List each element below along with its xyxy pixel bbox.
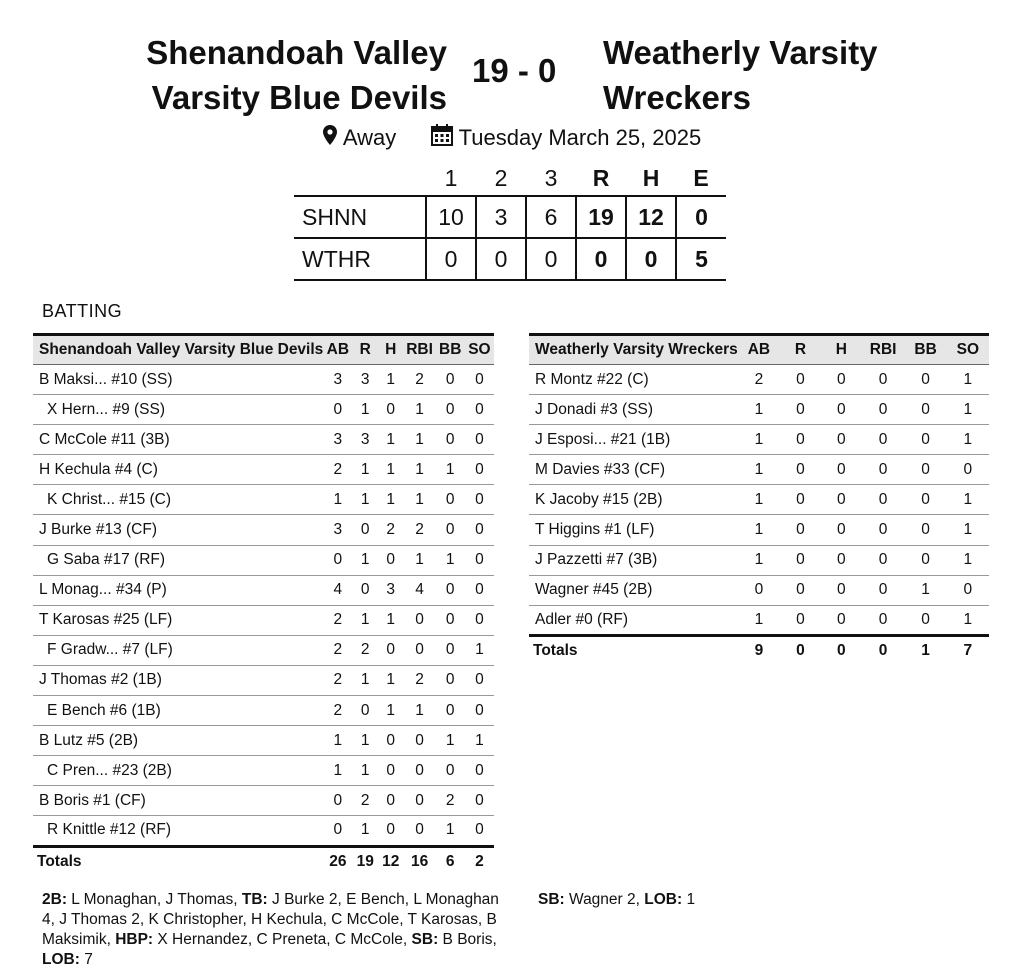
stat-value: 3	[378, 575, 404, 605]
total-value: 0	[821, 635, 862, 665]
stat-value: 2	[404, 665, 436, 695]
player-name: J Esposi... #21 (1B)	[529, 425, 738, 455]
inning-score: 0	[426, 238, 476, 280]
player-name: C Pren... #23 (2B)	[33, 756, 323, 786]
note-text: Wagner 2,	[564, 891, 645, 908]
stat-value: 0	[862, 515, 905, 545]
total-value: 0	[780, 635, 821, 665]
stat-value: 0	[904, 365, 946, 395]
stat-value: 0	[404, 756, 436, 786]
stat-value: 0	[904, 485, 946, 515]
player-row	[33, 515, 494, 545]
player-row	[529, 515, 989, 545]
stat-value: 1	[738, 455, 780, 485]
stat-value: 0	[465, 605, 494, 635]
stat-value: 1	[352, 726, 378, 756]
player-row	[33, 395, 494, 425]
stat-value: 0	[947, 455, 989, 485]
player-row	[529, 575, 989, 605]
team-column-header: Weatherly Varsity Wreckers	[529, 335, 738, 365]
column-header: R	[352, 335, 378, 365]
note-text: L Monaghan, J Thomas,	[66, 891, 242, 908]
stat-value: 0	[436, 665, 465, 695]
final-score: 19 - 0	[472, 52, 557, 89]
errors-total: 5	[676, 238, 726, 280]
stat-value: 1	[904, 575, 946, 605]
stat-value: 0	[821, 365, 862, 395]
stat-value: 2	[323, 455, 352, 485]
stat-value: 0	[436, 575, 465, 605]
player-name: K Christ... #15 (C)	[33, 485, 323, 515]
section-title-batting: BATTING	[42, 301, 123, 321]
stat-value: 0	[436, 395, 465, 425]
stat-value: 3	[352, 365, 378, 395]
stat-value: 1	[738, 515, 780, 545]
player-name: Adler #0 (RF)	[535, 610, 629, 628]
line-score-header	[294, 162, 726, 196]
stat-value: 0	[821, 515, 862, 545]
note-label: SB:	[538, 891, 565, 908]
stat-value: 0	[475, 821, 484, 839]
player-row	[33, 665, 494, 695]
stat-value: 0	[378, 545, 404, 575]
player-name: T Higgins #1 (LF)	[529, 515, 738, 545]
stat-value: 0	[780, 365, 821, 395]
stat-value: 0	[323, 395, 352, 425]
player-row	[33, 756, 494, 786]
line-score-team: SHNN	[294, 196, 426, 238]
home-team-name	[7, 30, 447, 120]
inning-score: 3	[476, 196, 526, 238]
note-text: 7	[79, 951, 93, 968]
player-name: M Davies #33 (CF)	[529, 455, 738, 485]
note-label: 2B:	[42, 891, 67, 908]
stat-value: 2	[352, 786, 378, 816]
player-name: E Bench #6 (1B)	[33, 696, 323, 726]
stat-value: 0	[780, 425, 821, 455]
stat-value: 1	[947, 545, 989, 575]
stat-value: 3	[323, 425, 352, 455]
stat-value: 1	[947, 485, 989, 515]
stat-value: 2	[352, 635, 378, 665]
game-header	[0, 30, 1024, 120]
stat-value: 1	[404, 545, 436, 575]
game-meta	[0, 124, 1024, 152]
stat-value: 0	[436, 756, 465, 786]
stat-value: 4	[323, 575, 352, 605]
stat-value: 1	[378, 605, 404, 635]
errors-total: 0	[676, 196, 726, 238]
stat-value: 0	[921, 610, 930, 628]
stat-value: 1	[404, 425, 436, 455]
stat-value: 1	[352, 665, 378, 695]
column-header: RBI	[404, 335, 436, 365]
stat-value: 2	[738, 365, 780, 395]
stat-value: 0	[436, 485, 465, 515]
note-text: 1	[682, 891, 696, 908]
stat-value: 1	[352, 455, 378, 485]
inning-score: 10	[426, 196, 476, 238]
stat-value: 1	[323, 756, 352, 786]
total-value: 0	[862, 635, 905, 665]
player-row	[529, 485, 989, 515]
runs-header: R	[592, 165, 610, 191]
batting-header-row	[529, 335, 989, 365]
stat-value: 0	[378, 786, 404, 816]
stat-value: 0	[436, 696, 465, 726]
stat-value: 0	[465, 425, 494, 455]
stat-value: 0	[465, 515, 494, 545]
stat-value: 1	[404, 696, 436, 726]
stat-value: 0	[780, 575, 821, 605]
stat-value: 0	[836, 610, 846, 628]
stat-value: 0	[780, 395, 821, 425]
stat-value: 0	[404, 726, 436, 756]
stat-value: 2	[404, 365, 436, 395]
total-value: 9	[738, 635, 780, 665]
hits-total: 0	[626, 238, 676, 280]
stat-value: 1	[378, 696, 404, 726]
stat-value: 1	[436, 726, 465, 756]
stat-value: 0	[465, 696, 494, 726]
stat-value: 0	[323, 545, 352, 575]
stat-value: 2	[378, 515, 404, 545]
total-value: 6	[436, 846, 465, 876]
stat-value: 0	[904, 455, 946, 485]
column-header: BB	[436, 335, 465, 365]
player-name: R Montz #22 (C)	[529, 365, 738, 395]
player-name: X Hern... #9 (SS)	[33, 395, 323, 425]
stat-value: 3	[352, 425, 378, 455]
stat-value: 1	[404, 455, 436, 485]
stat-value: 0	[465, 365, 494, 395]
stat-value: 2	[323, 665, 352, 695]
player-row	[529, 605, 989, 635]
stat-value: 0	[738, 575, 780, 605]
stat-value: 0	[780, 455, 821, 485]
note-text: B Boris,	[438, 931, 497, 948]
note-text: J Burke 2, E Bench, L Monaghan 4, J Thomas 2, K Christopher, H Kechula, C McCole, T Karosas, B Maksimik,	[42, 891, 499, 948]
stat-value: 0	[352, 515, 378, 545]
away-batting-notes	[538, 890, 978, 910]
note-text: X Hernandez, C Preneta, C McCole,	[153, 931, 412, 948]
stat-value: 0	[878, 610, 888, 628]
stat-value: 1	[738, 485, 780, 515]
stat-value: 0	[904, 395, 946, 425]
player-row	[33, 726, 494, 756]
stat-value: 3	[323, 515, 352, 545]
player-name: L Monag... #34 (P)	[33, 575, 323, 605]
stat-value: 1	[436, 455, 465, 485]
inning-header: 3	[544, 165, 558, 191]
stat-value: 0	[821, 455, 862, 485]
home-team-name-line1: Shenandoah Valley	[146, 34, 447, 71]
errors-header: E	[693, 165, 709, 191]
stat-value: 1	[352, 756, 378, 786]
hits-header: H	[642, 165, 660, 191]
stat-value: 0	[378, 395, 404, 425]
player-row	[529, 455, 989, 485]
player-row	[33, 455, 494, 485]
line-score-table	[294, 162, 726, 281]
stat-value: 0	[465, 756, 494, 786]
stat-value: 1	[947, 425, 989, 455]
stat-value: 0	[378, 756, 404, 786]
player-name: Wagner #45 (2B)	[529, 575, 738, 605]
total-value: 12	[378, 846, 404, 876]
note-label: HBP:	[115, 931, 154, 948]
player-row	[33, 635, 494, 665]
player-name: J Thomas #2 (1B)	[33, 665, 323, 695]
totals-label: Totals	[529, 635, 738, 665]
stat-value: 1	[963, 610, 973, 628]
stat-value: 1	[947, 515, 989, 545]
stat-value: 0	[904, 515, 946, 545]
stat-value: 1	[378, 485, 404, 515]
stat-value: 1	[378, 425, 404, 455]
batting-header-row	[33, 335, 494, 365]
column-header: SO	[465, 335, 494, 365]
stat-value: 0	[386, 821, 396, 839]
total-value: 2	[465, 846, 494, 876]
player-row	[529, 395, 989, 425]
location-label: Away	[342, 125, 397, 151]
stat-value: 0	[780, 515, 821, 545]
stat-value: 0	[404, 635, 436, 665]
player-name: B Boris #1 (CF)	[33, 786, 323, 816]
column-header: AB	[323, 335, 352, 365]
stat-value: 0	[415, 821, 424, 839]
player-name: C McCole #11 (3B)	[33, 425, 323, 455]
stat-value: 1	[352, 605, 378, 635]
player-row	[33, 485, 494, 515]
column-header: AB	[738, 335, 780, 365]
total-value: 26	[323, 846, 352, 876]
stat-value: 0	[436, 515, 465, 545]
stat-value: 1	[465, 726, 494, 756]
player-name: J Pazzetti #7 (3B)	[529, 545, 738, 575]
stat-value: 1	[738, 425, 780, 455]
note-label: LOB:	[42, 951, 80, 968]
stat-value: 0	[436, 365, 465, 395]
away-team-name-line2: Wreckers	[603, 79, 752, 116]
stat-value: 1	[445, 821, 455, 839]
stat-value: 1	[378, 455, 404, 485]
home-batting-table	[33, 333, 494, 876]
note-label: TB:	[241, 891, 268, 908]
stat-value: 0	[862, 425, 905, 455]
stat-value: 0	[821, 545, 862, 575]
player-name: B Lutz #5 (2B)	[33, 726, 323, 756]
away-team-name-line1: Weatherly Varsity	[603, 34, 878, 71]
stat-value: 0	[821, 395, 862, 425]
player-name: T Karosas #25 (LF)	[33, 605, 323, 635]
stat-value: 0	[947, 575, 989, 605]
stat-value: 0	[404, 786, 436, 816]
inning-score: 0	[526, 238, 576, 280]
player-name: J Donadi #3 (SS)	[529, 395, 738, 425]
player-row	[33, 365, 494, 395]
stat-value: 0	[796, 610, 805, 628]
player-name: G Saba #17 (RF)	[33, 545, 323, 575]
player-row	[529, 545, 989, 575]
column-header: RBI	[862, 335, 905, 365]
stat-value: 0	[465, 395, 494, 425]
stat-value: 2	[323, 605, 352, 635]
stat-value: 0	[780, 485, 821, 515]
player-row	[33, 816, 494, 846]
stat-value: 0	[465, 786, 494, 816]
stat-value: 1	[352, 485, 378, 515]
stat-value: 1	[404, 485, 436, 515]
player-row	[33, 575, 494, 605]
line-score-row-away	[294, 238, 726, 280]
stat-value: 0	[862, 395, 905, 425]
total-value: 19	[352, 846, 378, 876]
map-pin-icon	[323, 125, 337, 151]
player-row	[33, 425, 494, 455]
home-batting-rows	[33, 365, 494, 847]
stat-value: 1	[378, 665, 404, 695]
calendar-icon	[431, 124, 453, 152]
stat-value: 0	[465, 455, 494, 485]
stat-value: 0	[821, 485, 862, 515]
player-name: B Maksi... #10 (SS)	[33, 365, 323, 395]
total-value: 16	[404, 846, 436, 876]
stat-value: 1	[360, 821, 370, 839]
stat-value: 1	[738, 545, 780, 575]
team-column-header: Shenandoah Valley Varsity Blue Devils	[33, 335, 323, 365]
hits-total: 12	[626, 196, 676, 238]
line-score-row-home	[294, 196, 726, 238]
stat-value: 0	[323, 786, 352, 816]
totals-label: Totals	[33, 846, 323, 876]
player-name: J Burke #13 (CF)	[33, 515, 323, 545]
home-team-name-line2: Varsity Blue Devils	[151, 79, 447, 116]
stat-value: 1	[947, 365, 989, 395]
column-header: SO	[947, 335, 989, 365]
stat-value: 0	[862, 575, 905, 605]
player-row	[529, 365, 989, 395]
player-name: F Gradw... #7 (LF)	[33, 635, 323, 665]
inning-score: 0	[476, 238, 526, 280]
stat-value: 0	[465, 575, 494, 605]
home-batting-notes	[42, 890, 502, 970]
stat-value: 1	[323, 726, 352, 756]
stat-value: 0	[465, 545, 494, 575]
stat-value: 4	[404, 575, 436, 605]
player-row	[33, 605, 494, 635]
note-label: LOB:	[644, 891, 683, 908]
stat-value: 2	[323, 635, 352, 665]
stat-value: 1	[436, 545, 465, 575]
totals-row	[529, 635, 989, 665]
line-score-team: WTHR	[294, 238, 426, 280]
runs-total: 19	[576, 196, 626, 238]
player-row	[529, 425, 989, 455]
stat-value: 1	[352, 395, 378, 425]
stat-value: 3	[323, 365, 352, 395]
column-header: H	[378, 335, 404, 365]
stat-value: 2	[404, 515, 436, 545]
stat-value: 0	[862, 485, 905, 515]
stat-value: 2	[436, 786, 465, 816]
stat-value: 2	[323, 696, 352, 726]
stat-value: 0	[821, 575, 862, 605]
stat-value: 0	[904, 425, 946, 455]
total-value: 7	[947, 635, 989, 665]
stat-value: 0	[862, 365, 905, 395]
stat-value: 0	[333, 821, 343, 839]
column-header: H	[821, 335, 862, 365]
stat-value: 0	[352, 575, 378, 605]
stat-value: 0	[404, 605, 436, 635]
stat-value: 0	[436, 635, 465, 665]
stat-value: 0	[352, 696, 378, 726]
stat-value: 0	[904, 545, 946, 575]
stat-value: 1	[754, 610, 764, 628]
stat-value: 1	[465, 635, 494, 665]
game-date: Tuesday March 25, 2025	[458, 125, 702, 151]
stat-value: 1	[404, 395, 436, 425]
stat-value: 1	[947, 395, 989, 425]
column-header: BB	[904, 335, 946, 365]
stat-value: 0	[378, 635, 404, 665]
stat-value: 1	[378, 365, 404, 395]
column-header: R	[780, 335, 821, 365]
away-batting-rows	[529, 365, 989, 636]
player-row	[33, 786, 494, 816]
stat-value: 0	[465, 665, 494, 695]
stat-value: 0	[378, 726, 404, 756]
stat-value: 0	[780, 545, 821, 575]
stat-value: 1	[352, 545, 378, 575]
stat-value: 0	[862, 455, 905, 485]
inning-score: 6	[526, 196, 576, 238]
stat-value: 0	[821, 425, 862, 455]
note-label: SB:	[411, 931, 439, 948]
stat-value: 0	[862, 545, 905, 575]
player-name: R Knittle #12 (RF)	[47, 821, 172, 839]
player-row	[33, 696, 494, 726]
inning-header: 1	[444, 165, 458, 191]
player-name: K Jacoby #15 (2B)	[529, 485, 738, 515]
total-value: 1	[904, 635, 946, 665]
totals-row	[33, 846, 494, 876]
away-team-name	[603, 30, 1003, 120]
stat-value: 0	[465, 485, 494, 515]
stat-value: 0	[436, 425, 465, 455]
stat-value: 1	[738, 395, 780, 425]
runs-total: 0	[576, 238, 626, 280]
player-name: H Kechula #4 (C)	[33, 455, 323, 485]
away-batting-table	[529, 333, 989, 665]
inning-header: 2	[494, 165, 508, 191]
stat-value: 1	[323, 485, 352, 515]
player-row	[33, 545, 494, 575]
stat-value: 0	[436, 605, 465, 635]
